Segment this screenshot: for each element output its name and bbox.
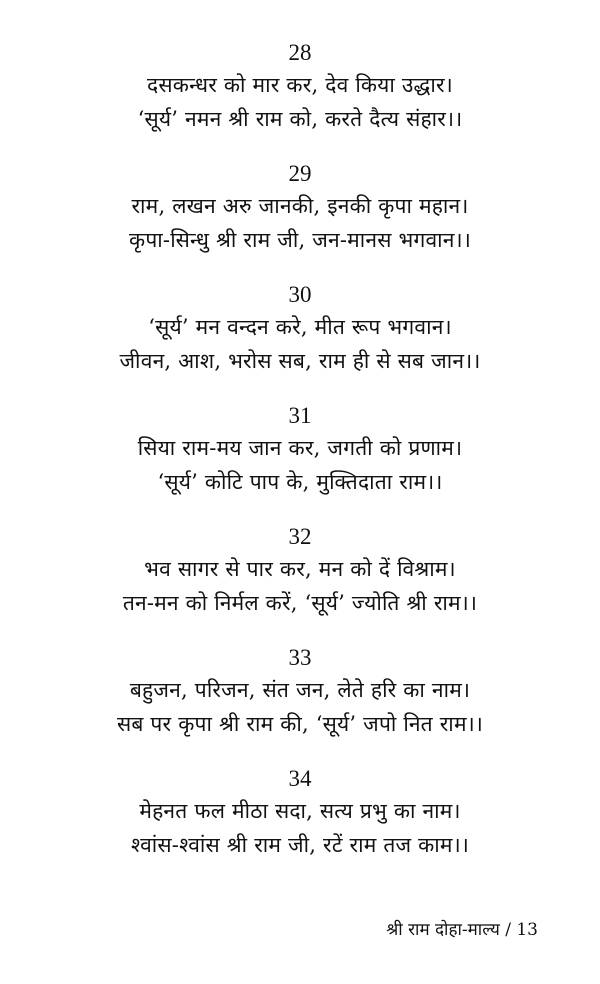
verse-number: 32 [288, 524, 312, 549]
verse-line-2: ‘सूर्य’ नमन श्री राम को, करते दैत्य संहार।। [137, 107, 463, 131]
verse-number: 34 [288, 766, 312, 791]
verse-line-2: श्वांस-श्वांस श्री राम जी, रटें राम तज काम।। [130, 833, 470, 857]
verse-number: 30 [288, 282, 312, 307]
verse-line-1: भव सागर से पार कर, मन को दें विश्राम। [144, 557, 456, 581]
verse-number: 31 [288, 403, 312, 428]
verse-line-1: राम, लखन अरु जानकी, इनकी कृपा महान। [131, 194, 469, 218]
verse-number: 28 [288, 40, 312, 65]
verse-line-1: ‘सूर्य’ मन वन्दन करे, मीत रूप भगवान। [148, 315, 452, 339]
verse-line-1: सिया राम-मय जान कर, जगती को प्रणाम। [137, 436, 463, 460]
verse-33 [0, 643, 600, 764]
verse-line-1: बहुजन, परिजन, संत जन, लेते हरि का नाम। [129, 678, 471, 702]
verse-30 [0, 280, 600, 401]
page-footer: श्री राम दोहा-माल्य / 13 [386, 920, 538, 940]
verse-line-1: दसकन्धर को मार कर, देव किया उद्धार। [147, 73, 453, 97]
verse-line-2: सब पर कृपा श्री राम की, ‘सूर्य’ जपो नित राम।। [116, 712, 484, 736]
verse-number: 33 [288, 645, 312, 670]
verse-list [0, 38, 600, 885]
verse-29 [0, 159, 600, 280]
verse-34 [0, 764, 600, 885]
verse-28 [0, 38, 600, 159]
verse-line-1: मेहनत फल मीठा सदा, सत्य प्रभु का नाम। [139, 799, 461, 823]
verse-line-2: जीवन, आश, भरोस सब, राम ही से सब जान।। [119, 349, 481, 373]
verse-line-2: तन-मन को निर्मल करें, ‘सूर्य’ ज्योति श्री राम।। [122, 591, 478, 615]
verse-number: 29 [288, 161, 312, 186]
verse-line-2: ‘सूर्य’ कोटि पाप के, मुक्तिदाता राम।। [157, 470, 443, 494]
verse-31 [0, 401, 600, 522]
verse-32 [0, 522, 600, 643]
verse-line-2: कृपा-सिन्धु श्री राम जी, जन-मानस भगवान।। [129, 228, 471, 252]
